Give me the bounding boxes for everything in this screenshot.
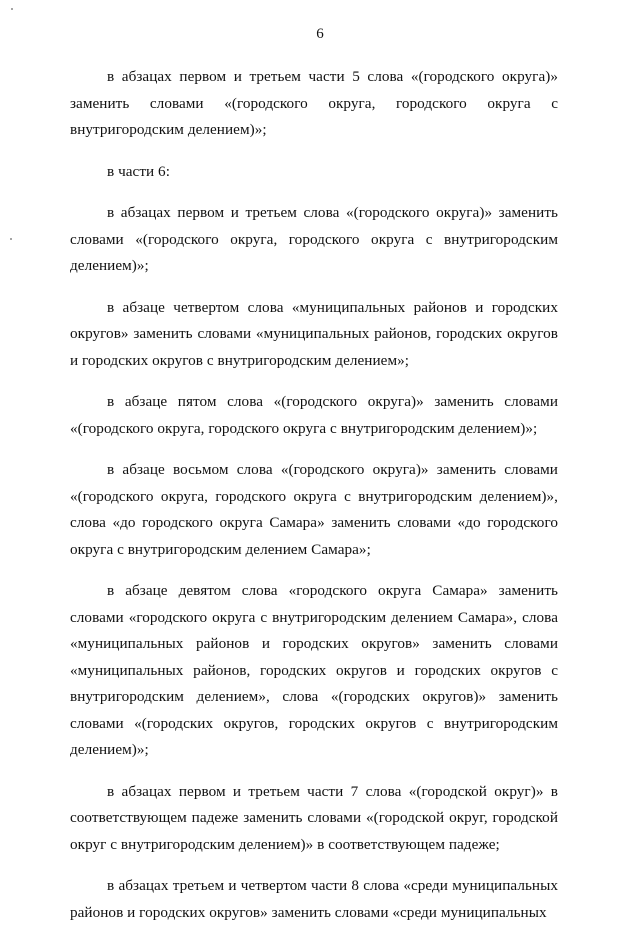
paragraph: в части 6: — [107, 162, 170, 180]
paragraph: в абзацах первом и третьем слова «(городского округа)» заменить словами «(городского округа, городского округа с внутригородским делением)»; — [70, 204, 558, 274]
paragraph: в абзацах третьем и четвертом части 8 слова «среди муниципальных районов и городских округов» заменить словами «среди муниципальных — [70, 877, 558, 921]
paragraph: в абзаце девятом слова «городского округа Самара» заменить словами «городского округа с внутригородским делением Самара», слова «муниципальных районов и городских округов» заменить словами «муниципальных районов, городских округов и городских округов с внутригородским делением», слова «(городских округов)» заменить словами «(городских округов, городских округов с внутригородским делением)»; — [70, 582, 558, 758]
document-body — [70, 64, 558, 926]
page-number: 6 — [316, 26, 324, 42]
paragraph: в абзацах первом и третьем части 7 слова «(городской округ)» в соответствующем падеже заменить словами «(городской округ, городской округ с внутригородским делением)» в соответствующем падеже; — [70, 782, 558, 853]
scan-speck-top-left — [11, 8, 13, 10]
paragraph: в абзацах первом и третьем части 5 слова «(городского округа)» заменить словами «(городского округа, городского округа с внутригородским делением)»; — [70, 68, 558, 138]
scan-speck-left — [10, 238, 12, 240]
paragraph: в абзаце пятом слова «(городского округа)» заменить словами «(городского округа, городского округа с внутригородским делением)»; — [70, 393, 558, 437]
paragraph: в абзаце восьмом слова «(городского округа)» заменить словами «(городского округа, городского округа с внутригородским делением)», слова «до городского округа Самара» заменить словами «до городского округа с внутригородским делением Самара»; — [70, 461, 558, 558]
paragraph: в абзаце четвертом слова «муниципальных районов и городских округов» заменить словами «муниципальных районов, городских округов и городских округов с внутригородским делением»; — [70, 298, 558, 369]
